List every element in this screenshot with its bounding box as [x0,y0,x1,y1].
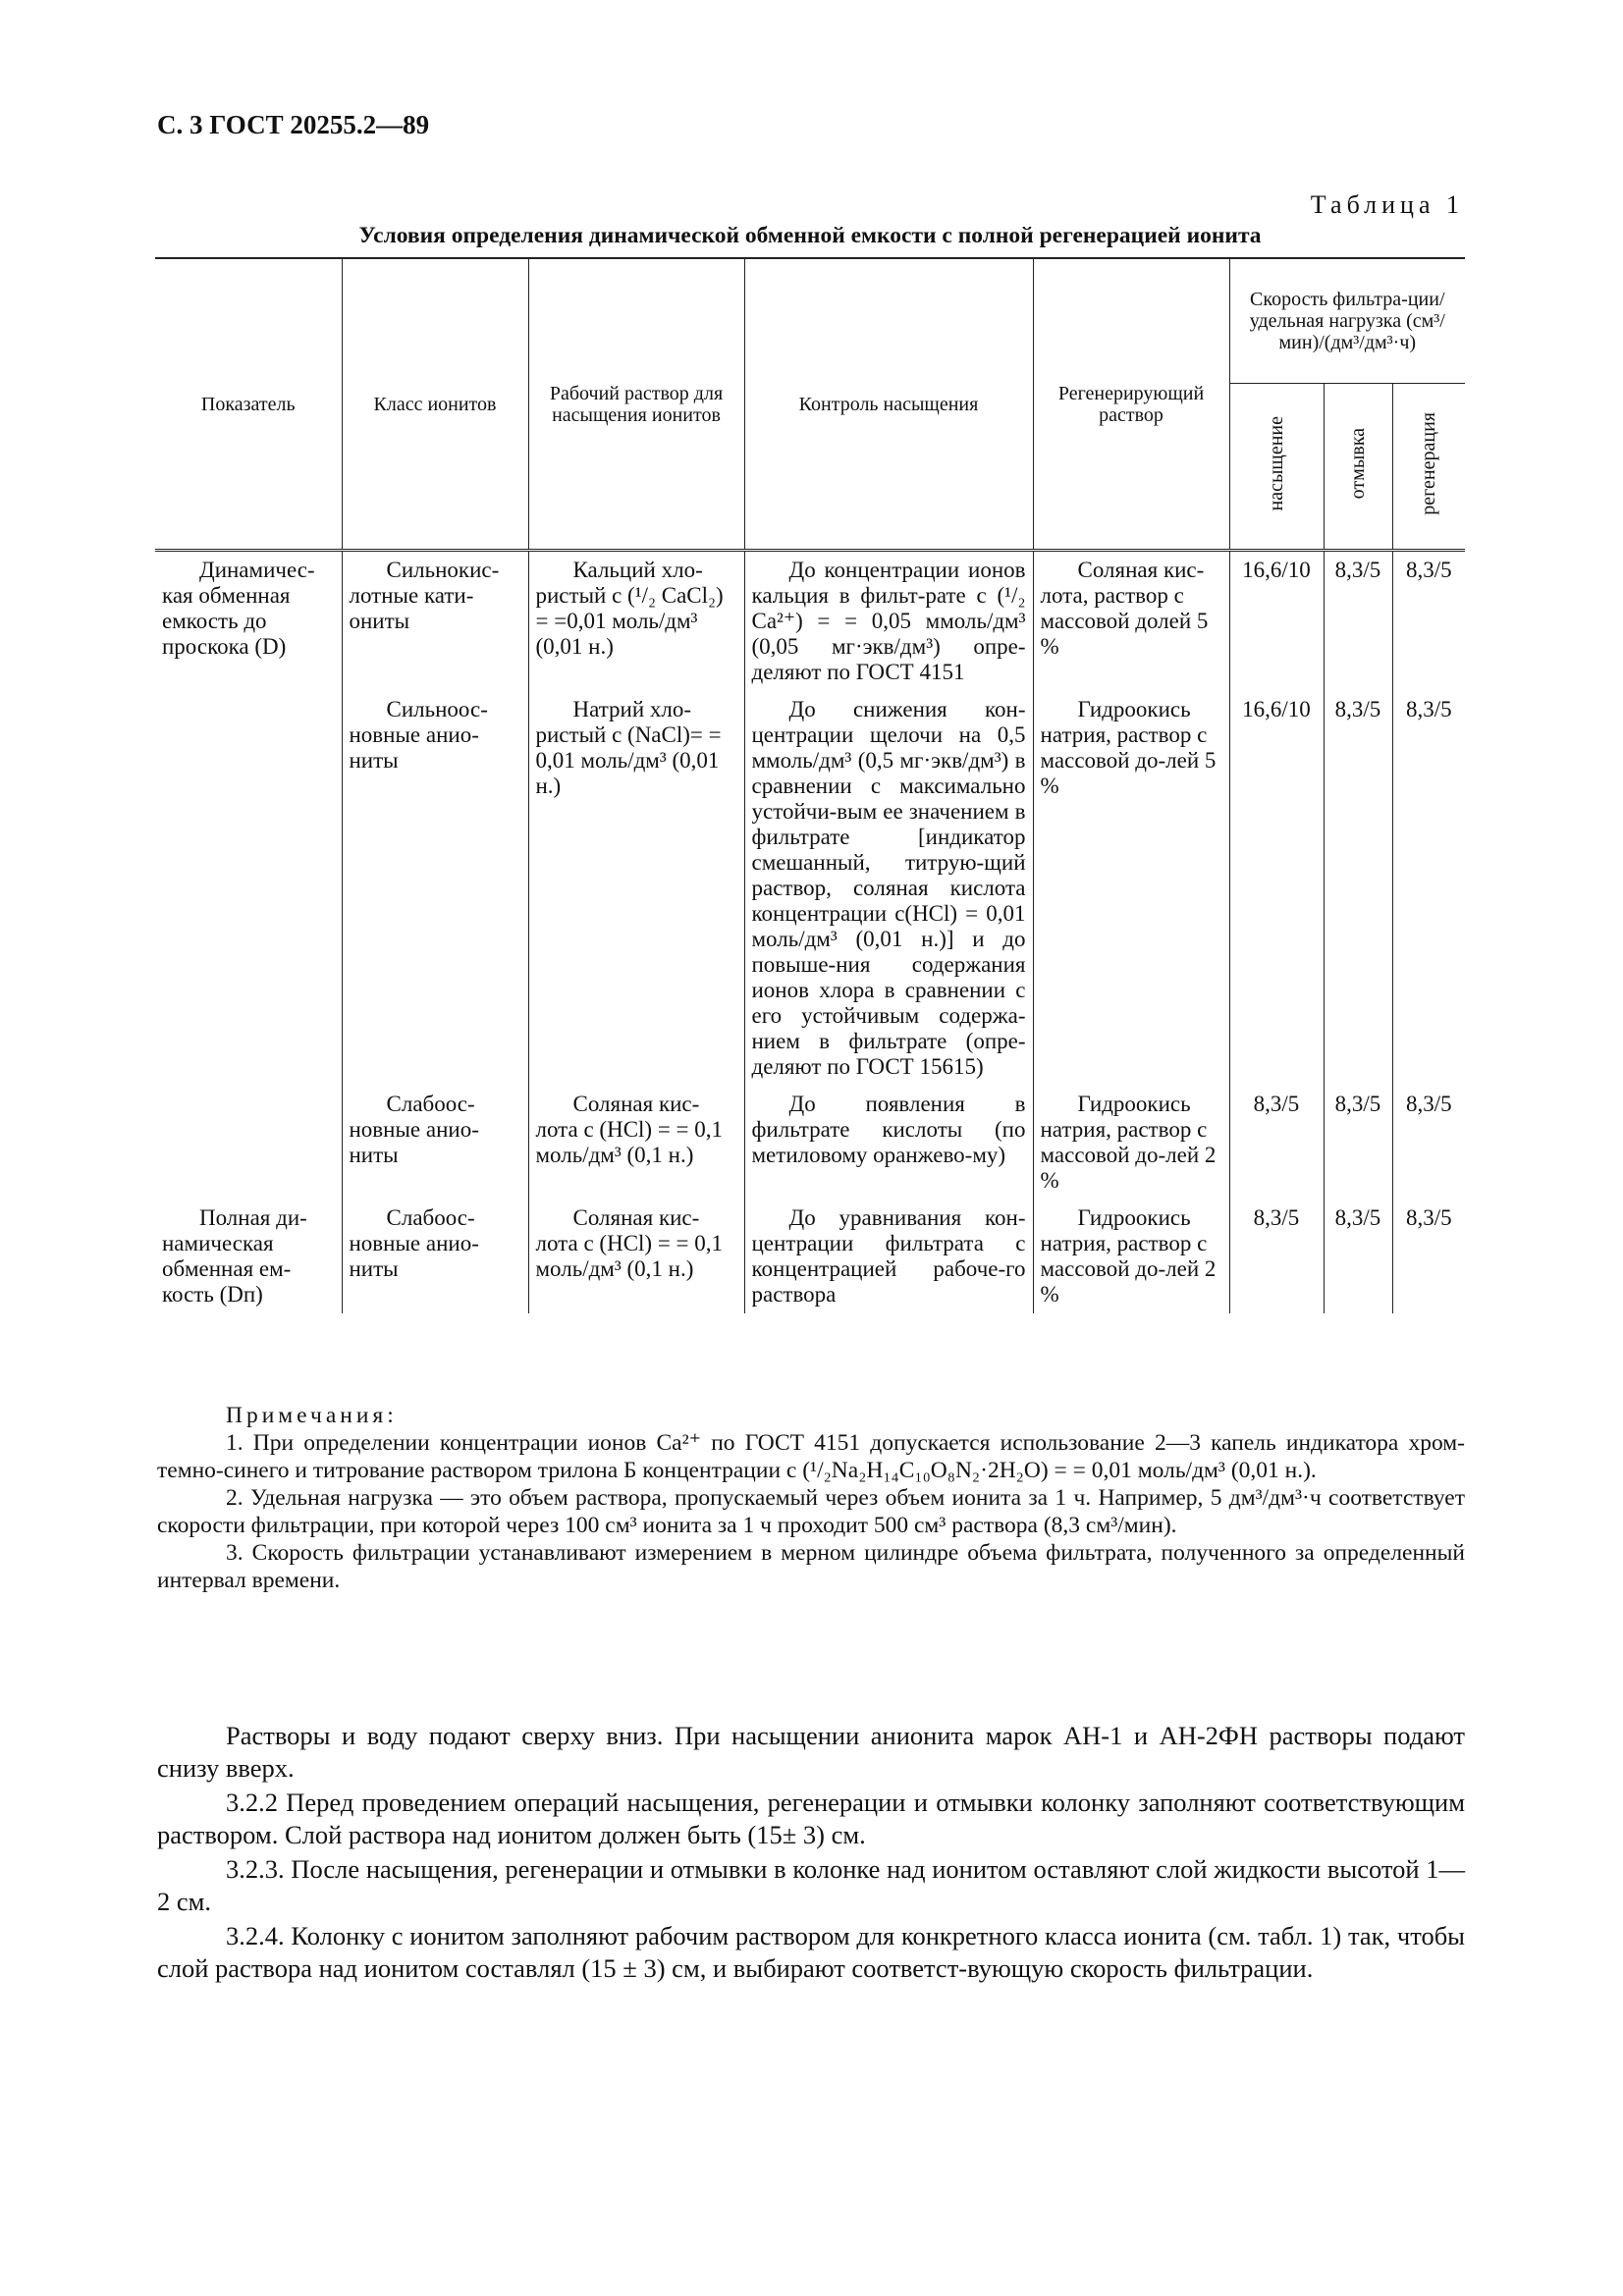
cell-saturation-control: До появления в фильтрате кислоты (по метиловому оранжево-му) [744,1086,1033,1200]
table-row [155,551,1465,692]
cell-regen-solution: Гидроокись натрия, раствор с массовой до-лей 2 % [1033,1200,1229,1313]
note-item: 1. При определении концентрации ионов Ca²⁺ по ГОСТ 4151 допускается использование 2—3 капель индикатора хром-темно-синего и титрование раствором трилона Б концентрации c (¹/₂Na₂H₁₄C₁₀O₈N₂·2H₂O) = = 0,01 моль/дм³ (0,01 н.). [157,1430,1465,1483]
paragraph: Растворы и воду подают сверху вниз. При насыщении анионита марок АН-1 и АН-2ФН растворы подают снизу вверх. [157,1721,1465,1783]
cell-v-washing: 8,3/5 [1324,1200,1392,1313]
table-row [155,691,1465,1086]
col-header-indicator: Показатель [155,258,342,551]
col-header-working-solution: Рабочий раствор для насыщения ионитов [528,258,744,551]
table-title: Условия определения динамической обменной емкости с полной регенерацией ионита [358,223,1262,248]
note-item: 2. Удельная нагрузка — это объем раствора, пропускаемый через объем ионита за 1 ч. Например, 5 дм³/дм³·ч соответствует скорости фильтрации, при которой через 100 см³ ионита за 1 ч проходит 500 см³ раствора (8,3 см³/мин). [157,1485,1465,1538]
table-notes [157,1402,1465,1594]
cell-v-regeneration: 8,3/5 [1392,691,1465,1086]
sub-regeneration-label: регенерация [1418,412,1440,515]
sub-washing-label: отмывка [1347,428,1369,500]
cell-indicator: Полная ди-намическая обменная ем-кость (Dп) [155,1200,342,1313]
cell-v-saturation: 16,6/10 [1229,691,1324,1086]
table-row [155,1086,1465,1200]
body-text [157,1720,1465,1987]
paragraph: 3.2.2 Перед проведением операций насыщения, регенерации и отмывки колонку заполняют соответствующим раствором. Слой раствора над ионитом должен быть (15± 3) см. [157,1788,1465,1849]
cell-indicator [155,1086,342,1200]
cell-regen-solution: Гидроокись натрия, раствор с массовой до-лей 5 % [1033,691,1229,1086]
page-header: С. 3 ГОСТ 20255.2—89 [157,110,430,139]
cell-working-solution: Соляная кис-лота c (HCl) = = 0,1 моль/дм³ (0,1 н.) [528,1086,744,1200]
col-header-speed: Скорость фильтра-ции/удельная нагрузка (см³/мин)/(дм³/дм³·ч) [1229,258,1465,384]
conditions-table [155,257,1465,1313]
cell-regen-solution: Гидроокись натрия, раствор с массовой до-лей 2 % [1033,1086,1229,1200]
cell-v-washing: 8,3/5 [1324,1086,1392,1200]
col-header-regen-solution: Регенерирующий раствор [1033,258,1229,551]
cell-saturation-control: До уравнивания кон-центрации фильтрата с концентрацией рабоче-го раствора [744,1200,1033,1313]
cell-regen-solution: Соляная кис-лота, раствор с массовой долей 5 % [1033,551,1229,692]
cell-v-regeneration: 8,3/5 [1392,551,1465,692]
cell-ionite-class: Сильноос-новные анио-ниты [342,691,528,1086]
cell-v-regeneration: 8,3/5 [1392,1086,1465,1200]
cell-v-regeneration: 8,3/5 [1392,1200,1465,1313]
cell-ionite-class: Сильнокис-лотные кати-ониты [342,551,528,692]
sub-saturation-label: насыщение [1266,416,1287,511]
cell-v-saturation: 8,3/5 [1229,1200,1324,1313]
cell-ionite-class: Слабоос-новные анио-ниты [342,1200,528,1313]
paragraph: 3.2.3. После насыщения, регенерации и отмывки в колонке над ионитом оставляют слой жидкости высотой 1—2 см. [157,1854,1465,1916]
col-header-sub-saturation [1229,384,1324,551]
cell-v-saturation: 16,6/10 [1229,551,1324,692]
notes-title: Примечания: [226,1403,398,1428]
cell-working-solution: Натрий хло-ристый c (NaCl)= = 0,01 моль/дм³ (0,01 н.) [528,691,744,1086]
paragraph: 3.2.4. Колонку с ионитом заполняют рабочим раствором для конкретного класса ионита (см. табл. 1) так, чтобы слой раствора над ионитом составлял (15 ± 3) см, и выбирают соответст-вующую скорость фильтрации. [157,1921,1465,1983]
col-header-ionite-class: Класс ионитов [342,258,528,551]
table-row [155,1200,1465,1313]
col-header-saturation-control: Контроль насыщения [744,258,1033,551]
note-item: 3. Скорость фильтрации устанавливают измерением в мерном цилиндре объема фильтрата, полученного за определенный интервал времени. [157,1540,1465,1593]
cell-working-solution: Кальций хло-ристый c (¹/₂ CaCl₂) = =0,01 моль/дм³ (0,01 н.) [528,551,744,692]
table-number: Таблица 1 [1310,190,1464,219]
col-header-sub-regeneration [1392,384,1465,551]
cell-saturation-control: До концентрации ионов кальция в фильт-рате c (¹/₂ Ca²⁺) = = 0,05 ммоль/дм³ (0,05 мг·экв/дм³) опре-деляют по ГОСТ 4151 [744,551,1033,692]
cell-working-solution: Соляная кис-лота c (HCl) = = 0,1 моль/дм³ (0,1 н.) [528,1200,744,1313]
cell-ionite-class: Слабоос-новные анио-ниты [342,1086,528,1200]
cell-v-saturation: 8,3/5 [1229,1086,1324,1200]
cell-indicator: Динамичес-кая обменная емкость до проскока (D) [155,551,342,692]
col-header-sub-washing [1324,384,1392,551]
cell-v-washing: 8,3/5 [1324,691,1392,1086]
cell-saturation-control: До снижения кон-центрации щелочи на 0,5 ммоль/дм³ (0,5 мг·экв/дм³) в сравнении с максимально устойчи-вым ее значением в фильтрате [индикатор смешанный, титрую-щий раствор, соляная кислота концентрации c(HCl) = 0,01 моль/дм³ (0,01 н.)] и до повыше-ния содержания ионов хлора в сравнении с его устойчивым содержа-нием в фильтрате (опре-деляют по ГОСТ 15615) [744,691,1033,1086]
cell-indicator [155,691,342,1086]
cell-v-washing: 8,3/5 [1324,551,1392,692]
